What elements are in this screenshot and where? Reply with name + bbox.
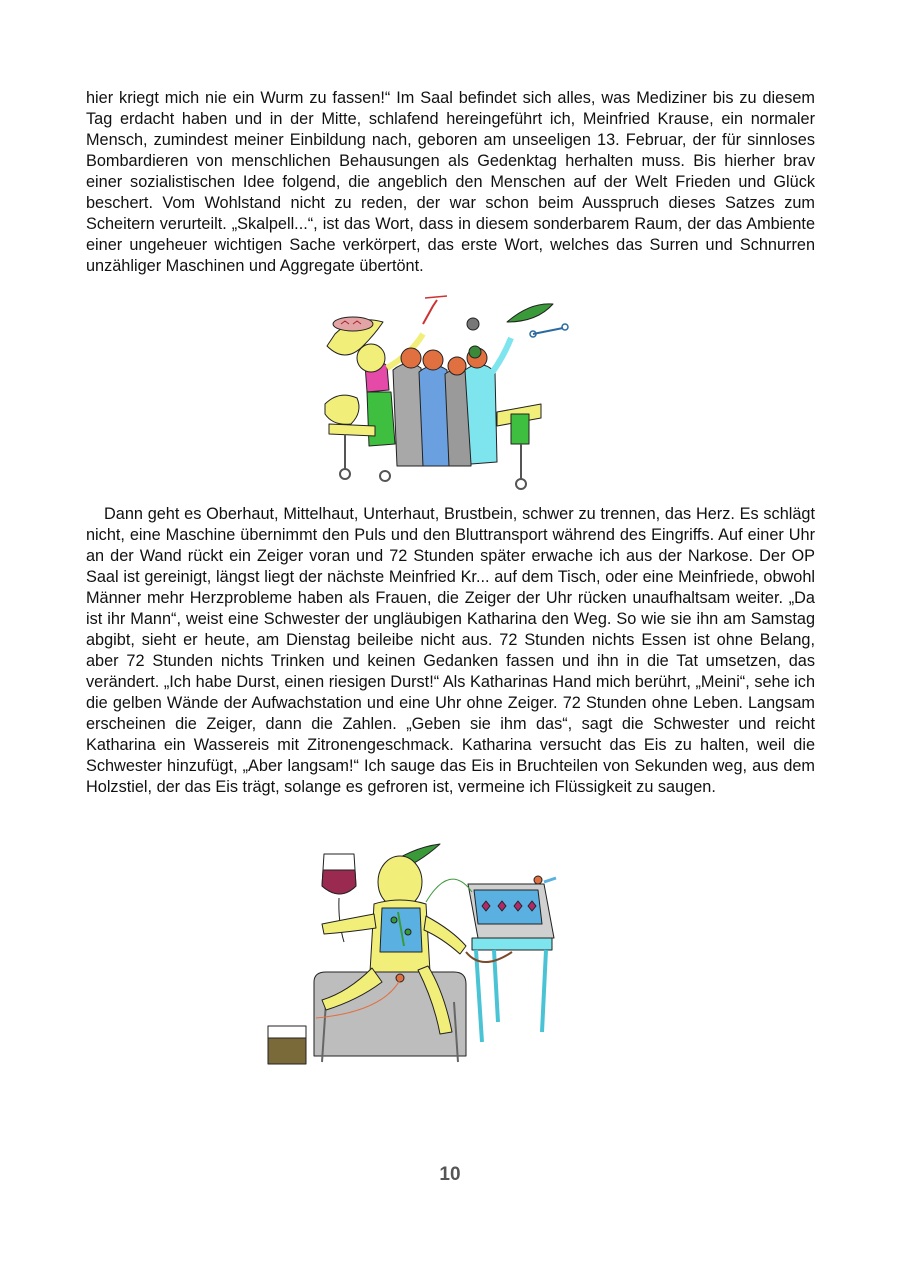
surgery-team-illustration bbox=[315, 294, 590, 494]
recovery-patient-illustration bbox=[262, 842, 562, 1067]
paragraph-2: Dann geht es Oberhaut, Mittelhaut, Unterhaut, Brustbein, schwer zu trennen, das Herz. Es schlägt nicht, eine Maschine übernimmt den Puls und den Bluttransport während des Eingriffs. Auf einer Uhr an der Wand rückt ein Zeiger voran und 72 Stunden später erwache ich aus der Narkose. Der OP Saal ist gereinigt, längst liegt der nächste Meinfried Kr... auf dem Tisch, oder eine Meinfriede, obwohl Männer mehr Herzprobleme haben als Frauen, die Zeiger der Uhr rücken unaufhaltsam weiter. „Da ist ihr Mann“, weist eine Schwester der ungläubigen Katharina den Weg. So wie sie ihn am Samstag abgibt, sieht er heute, am Dienstag beileibe nicht aus. 72 Stunden nichts Essen ist ohne Belang, aber 72 Stunden nichts Trinken und keinen Gedanken fassen und ihn in die Tat umsetzen, das verändert. „Ich habe Durst, einen riesigen Durst!“ Als Katharinas Hand mich berührt, „Meini“, sehe ich die gelben Wände der Aufwachstation und eine Uhr ohne Zeiger. 72 Stunden ohne Leben. Langsam erscheinen die Zeiger, dann die Zahlen. „Geben sie ihm das“, sagt die Schwester und reicht Katharina ein Wassereis mit Zitronengeschmack. Katharina versucht das Eis zu halten, weil die Schwester hinzufügt, „Aber langsam!“ Ich sauge das Eis in Bruchteilen von Sekunden weg, aus dem Holzstiel, der das Eis trägt, solange es gefroren ist, vermeine ich Flüssigkeit zu saugen. bbox=[86, 505, 815, 796]
paragraph-1: hier kriegt mich nie ein Wurm zu fassen!“ Im Saal befindet sich alles, was Mediziner bis zu diesem Tag erdacht haben und in der Mitte, schlafend hereingeführt ich, Meinfried Krause, ein normaler Mensch, zumindest meiner Einbildung nach, geboren am unseeligen 13. Februar, der für sinnloses Bombardieren von menschlichen Behausungen als Gedenktag herhalten muss. Bis hierher brav einer sozialistischen Idee folgend, die angeblich den Menschen auf der Welt Frieden und Glück beschert. Vom Wohlstand nicht zu reden, der war schon beim Ausspruch dieses Satzes zum Scheitern verurteilt. „Skalpell...“, ist das Wort, dass in diesem sonderbarem Raum, der das Ambiente einer ungeheuer wichtigen Sache verkörpert, das erste Wort, welches das Surren und Schnurren unzähliger Maschinen und Aggregate übertönt. bbox=[86, 89, 815, 275]
page-number: 10 bbox=[439, 1164, 461, 1185]
